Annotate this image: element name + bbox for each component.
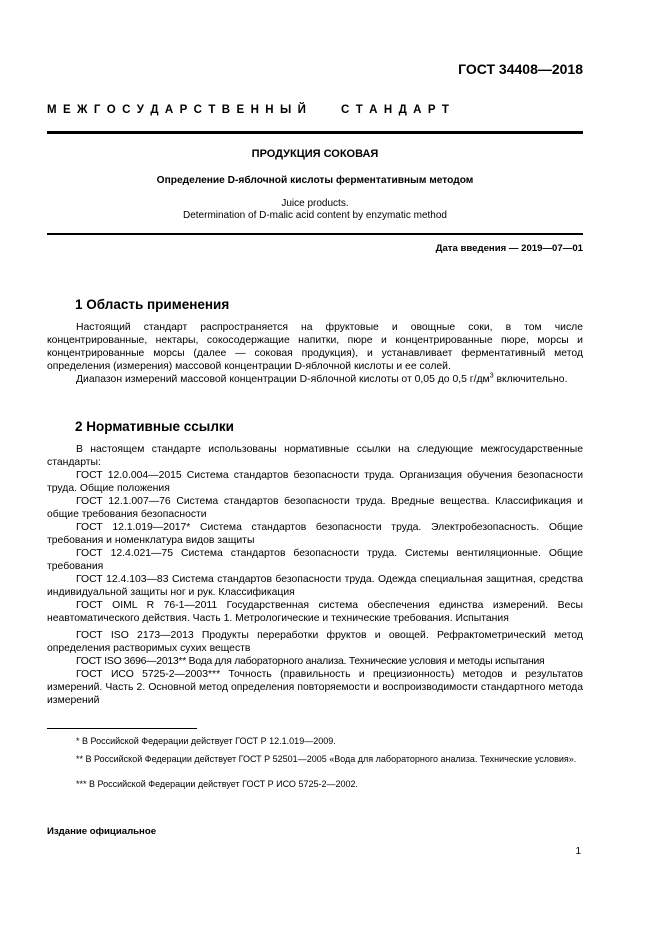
page-number: 1 [575, 846, 581, 857]
section-2-intro: В настоящем стандарте использованы нормативные ссылки на следующие межгосударственные стандарты: [47, 444, 583, 468]
document-title: ПРОДУКЦИЯ СОКОВАЯ [251, 148, 379, 160]
section-1-heading: 1 Область применения [75, 297, 230, 312]
footnote-rule [47, 728, 197, 729]
reference-item: ГОСТ 12.4.021—75 Система стандартов безопасности труда. Системы вентиляционные. Общие требования [47, 548, 583, 572]
footnote-1: * В Российской Федерации действует ГОСТ Р 12.1.019—2009. [76, 736, 336, 746]
reference-item: ГОСТ ИСО 5725-2—2003*** Точность (правильность и прецизионность) методов и результатов измерений. Часть 2. Основной метод определения повторяемости и воспроизводимости стандартного метода измерений [47, 669, 583, 706]
section-2-heading: 2 Нормативные ссылки [75, 419, 234, 434]
title-rule [47, 233, 583, 235]
english-title-line-1: Juice products. [281, 198, 349, 209]
footnote-3: *** В Российской Федерации действует ГОСТ Р ИСО 5725-2—2002. [76, 779, 358, 789]
reference-item: ГОСТ 12.1.007—76 Система стандартов безопасности труда. Вредные вещества. Классификация и общие требования безопасности [47, 496, 583, 520]
top-rule [47, 131, 583, 134]
footnote-2: ** В Российской Федерации действует ГОСТ Р 52501—2005 «Вода для лабораторного анализа. Технические условия». [76, 754, 577, 764]
standard-category: М Е Ж Г О С У Д А Р С Т В Е Н Н Ы Й С Т А Н Д А Р Т [47, 104, 451, 116]
edition-label: Издание официальное [47, 826, 157, 837]
reference-item: ГОСТ 12.0.004—2015 Система стандартов безопасности труда. Организация обучения безопасности труда. Общие положения [47, 470, 583, 494]
english-title-line-2: Determination of D-malic acid content by enzymatic method [182, 210, 447, 221]
reference-item: ГОСТ 12.1.019—2017* Система стандартов безопасности труда. Электробезопасность. Общие требования и номенклатура видов защиты [47, 522, 583, 546]
section-1-paragraph-2: Диапазон измерений массовой концентрации D-яблочной кислоты от 0,05 до 0,5 $г/дм^3$ включительно. [76, 372, 568, 385]
reference-item: ГОСТ ISO 2173—2013 Продукты переработки фруктов и овощей. Рефрактометрический метод определения растворимых сухих веществ [47, 630, 583, 654]
document-code: ГОСТ 34408—2018 [458, 61, 583, 77]
introduction-date: Дата введения — 2019—07—01 [435, 243, 583, 254]
reference-item: ГОСТ OIML R 76-1—2011 Государственная система обеспечения единства измерений. Весы неавтоматического действия. Часть 1. Метрологические и технические требования. Испытания [47, 600, 583, 624]
unit-superscript: 3 [489, 372, 494, 380]
reference-item: ГОСТ 12.4.103—83 Система стандартов безопасности труда. Одежда специальная защитная, средства индивидуальной защиты ног и рук. Классификация [47, 574, 583, 598]
reference-item: ГОСТ ISO 3696—2013** Вода для лабораторного анализа. Технические условия и методы испытания [76, 656, 545, 667]
section-1-paragraph-1: Настоящий стандарт распространяется на фруктовые и овощные соки, в том числе концентрированные, нектары, сокосодержащие напитки, пюре и концентрированные пюре, морсы и концентрированные морсы (далее — соковая продукция), и устанавливает ферментативный метод определения (измерения) массовой концентрации D-яблочной кислоты и ее солей. [47, 322, 583, 372]
document-subtitle: Определение D-яблочной кислоты ферментативным методом [156, 175, 474, 186]
